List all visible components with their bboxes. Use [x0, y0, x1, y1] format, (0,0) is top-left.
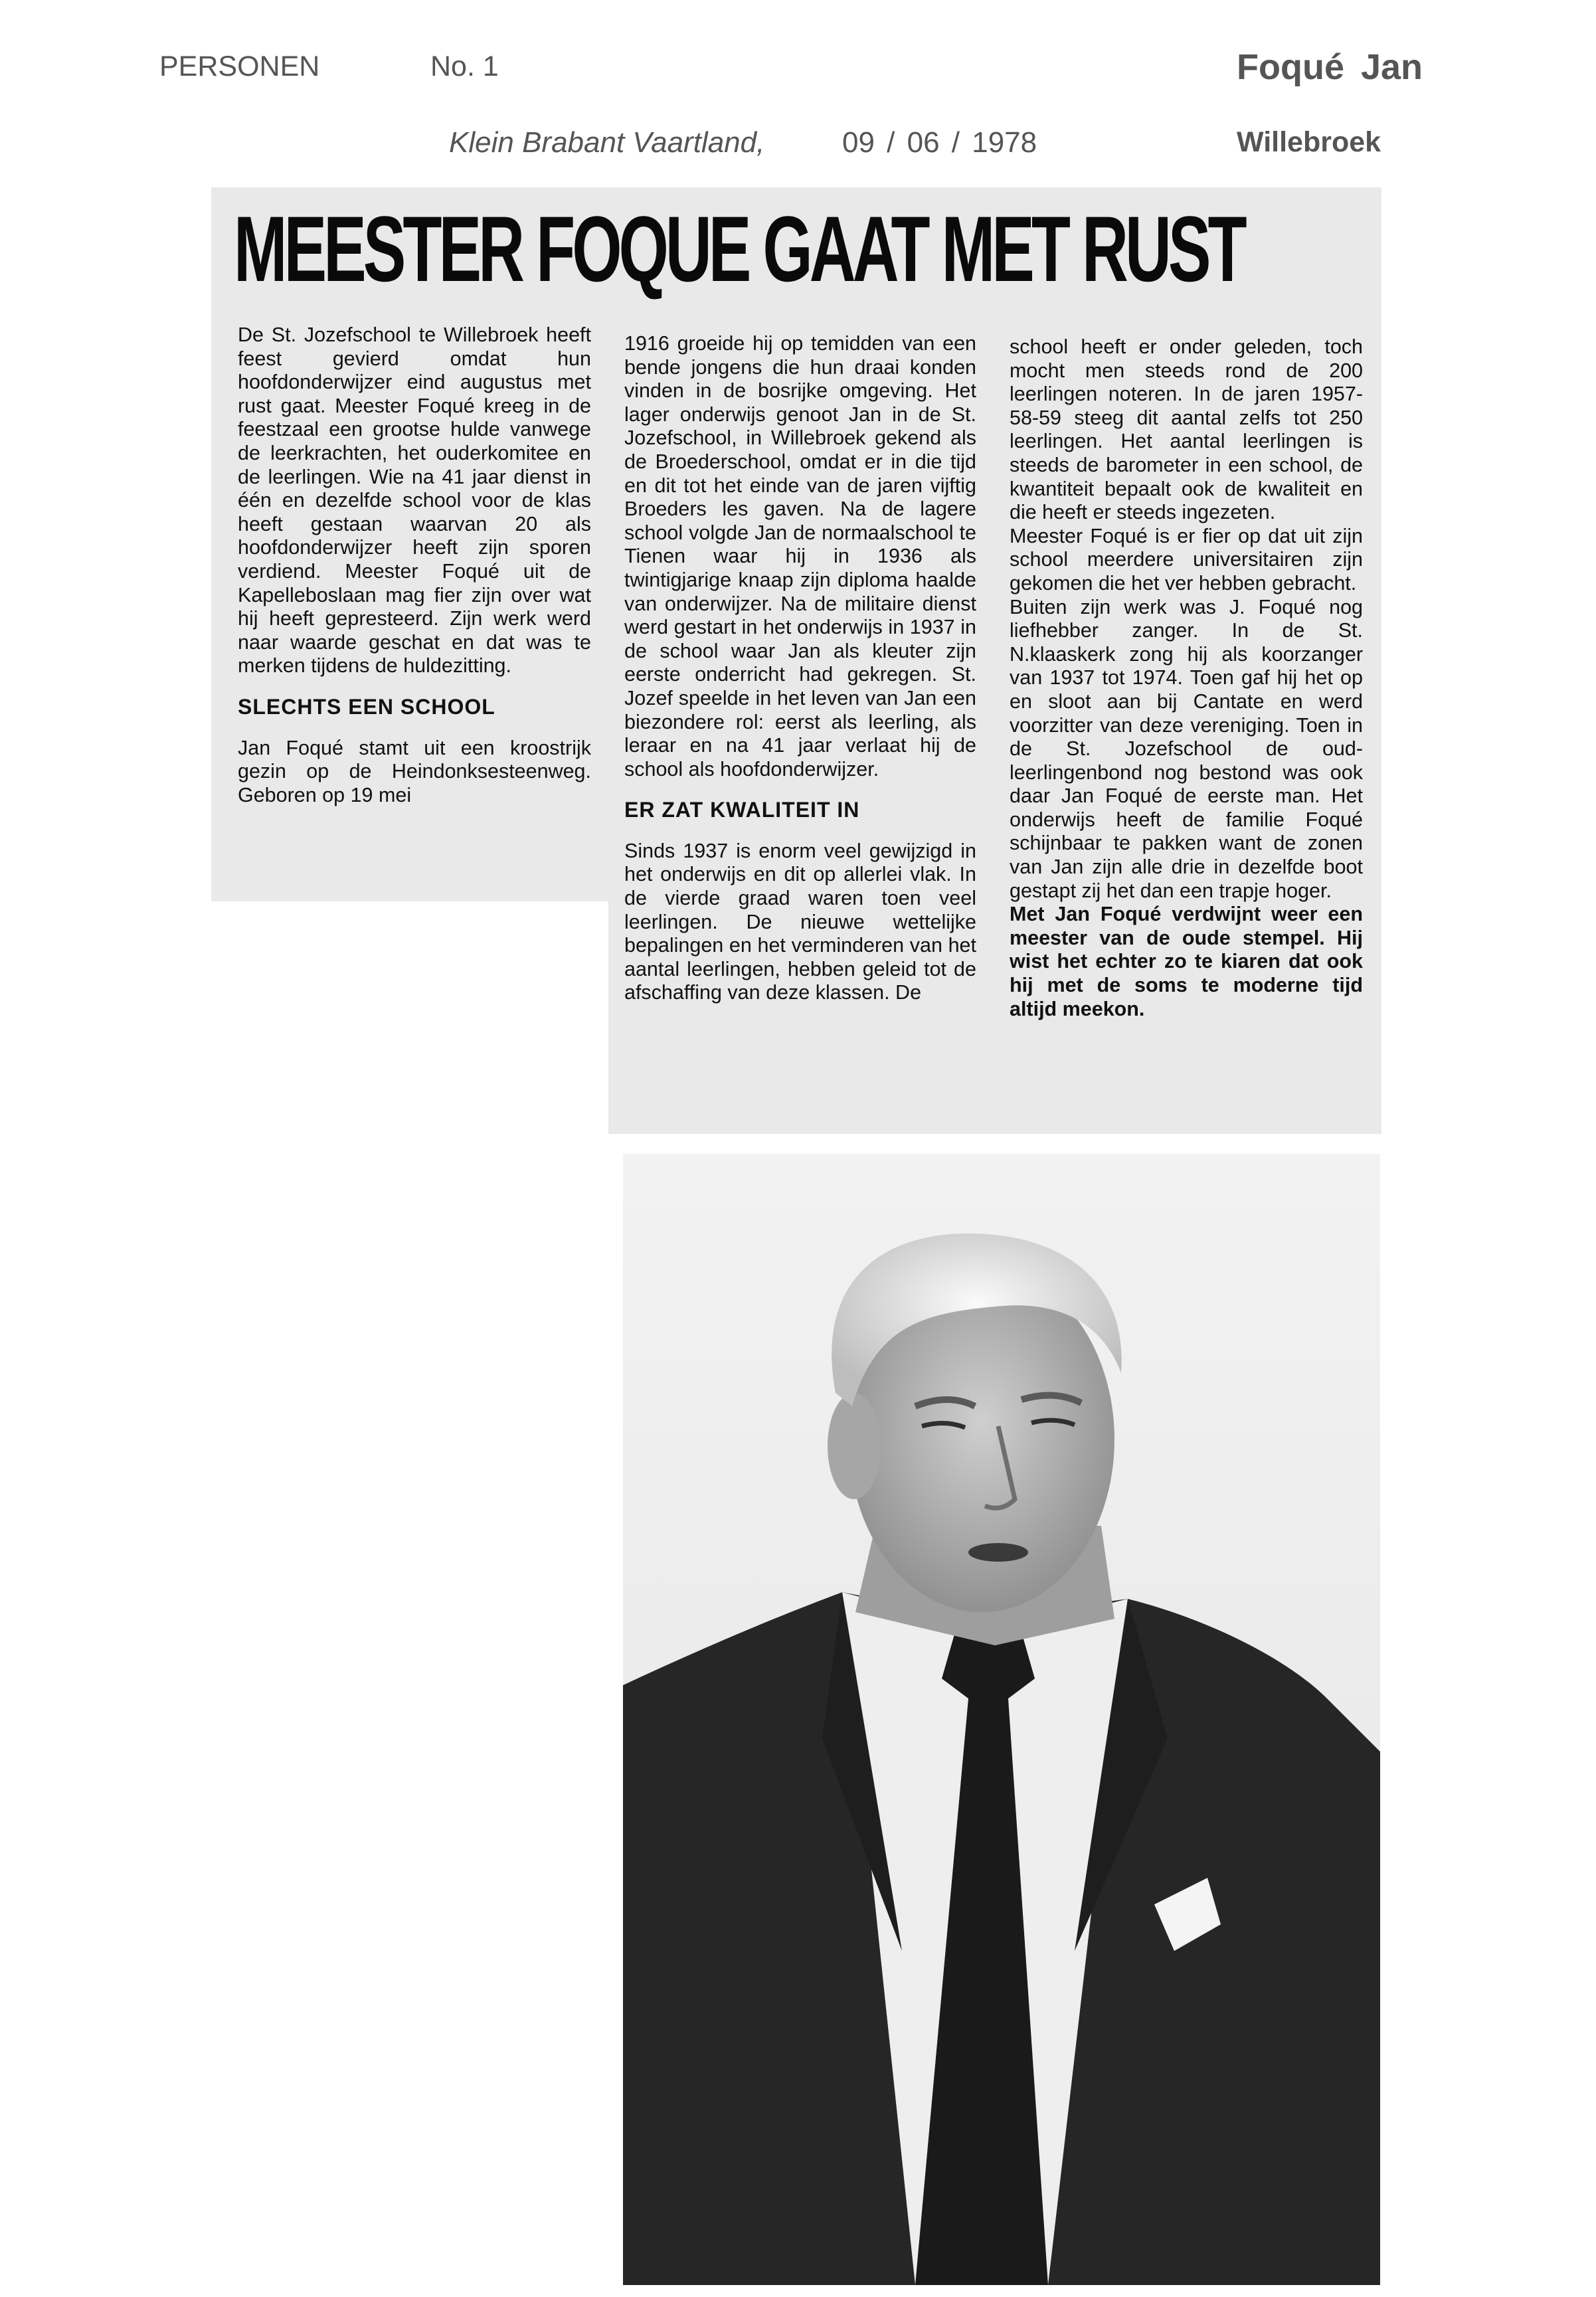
document-number: No. 1	[430, 50, 499, 82]
column-1-paragraph: De St. Jozefschool te Willebroek heeft feest gevierd omdat hun hoofdonderwijzer eind augustus met rust gaat. Meester Foqué kreeg in de feestzaal een grootse hulde vanwege de leerkrachten, het ouderkomitee en de leerlingen. Wie na 41 jaar dienst in één en dezelfde school voor de klas heeft gestaan waarvan 20 als hoofdonderwijzer heeft zijn sporen verdiend. Meester Foqué uit de Kapelleboslaan mag fier zijn over wat hij heeft gepresteerd. Zijn werk werd naar waarde geschat en dat was te merken tijdens de huldezitting.	[238, 323, 591, 678]
column-1-paragraph-2: Jan Foqué stamt uit een kroostrijk gezin op de Heindonksesteenweg. Geboren op 19 mei	[238, 736, 591, 806]
publication-date: 09 / 06 / 1978	[842, 126, 1037, 159]
publication-name: Klein Brabant Vaartland,	[449, 126, 765, 159]
category-label: PERSONEN	[159, 50, 320, 82]
subheading-slechts-een-school: SLECHTS EEN SCHOOL	[238, 694, 495, 719]
article-column-1	[238, 323, 591, 807]
subheading-er-zat-kwaliteit-in: ER ZAT KWALITEIT IN	[624, 798, 860, 822]
person-name: Foqué Jan	[1237, 47, 1423, 87]
portrait-illustration	[623, 1154, 1380, 2285]
column-2-paragraph: 1916 groeide hij op temidden van een bende jongens die hun draai konden vinden in de bosrijke omgeving. Het lager onderwijs genoot Jan in de St. Jozefschool, in Willebroek gekend als de Broederschool, omdat er in die tijd en dit tot het einde van de jaren vijftig Broeders les gaven. Na de lagere school volgde Jan de normaalschool te Tienen waar hij in 1936 als twintigjarige knaap zijn diploma haalde van onderwijzer. Na de militaire dienst werd gestart in het onderwijs in 1937 in de school waar Jan als kleuter zijn eerste onderricht had gekregen. St. Jozef speelde in het leven van Jan een biezondere rol: eerst als leerling, als leraar en na 41 jaar verlaat hij de school als hoofdonderwijzer.	[624, 332, 976, 781]
column-2-paragraph-2: Sinds 1937 is enorm veel gewijzigd in het onderwijs en dit op allerlei vlak. In de vierde graad waren toen veel leerlingen. De nieuwe wettelijke bepalingen en het verminderen van het aantal leerlingen, hebben geleid tot de afschaffing van deze klassen. De	[624, 839, 976, 1004]
portrait-photo	[623, 1154, 1380, 2285]
article-column-2	[624, 332, 976, 1005]
column-3-paragraph-4: Met Jan Foqué verdwijnt weer een meester van de oude stempel. Hij wist het echter zo te kiaren dat ook hij met de soms te moderne tijd altijd meekon.	[1010, 903, 1363, 1020]
column-3-paragraph-1: school heeft er onder geleden, toch mocht men steeds rond de 200 leerlingen noteren. In de jaren 1957-58-59 steeg dit aantal zelfs tot 250 leerlingen. Het aantal leerlingen is steeds de barometer in een school, de kwantiteit bepaalt ook de kwaliteit en die heeft er steeds ingezeten.	[1010, 335, 1363, 524]
place-name: Willebroek	[1237, 126, 1381, 158]
article-column-3	[1010, 335, 1363, 1021]
column-3-paragraph-3: Buiten zijn werk was J. Foqué nog liefhebber zanger. In de St. N.klaaskerk zong hij als koorzanger van 1937 tot 1974. Toen gaf hij het op en sloot aan bij Cantate en werd voorzitter van deze vereniging. Toen in de St. Jozefschool de oud-leerlingenbond nog bestond was ook daar Jan Foqué de eerste man. Het onderwijs heeft de familie Foqué schijnbaar te pakken want de zonen van Jan zijn alle drie in dezelfde boot gestapt zij het dan een trapje hoger.	[1010, 595, 1363, 902]
article-headline: MEESTER FOQUE GAAT MET RUST	[234, 197, 1244, 301]
column-3-paragraph-2: Meester Foqué is er fier op dat uit zijn school meerdere universitairen zijn gekomen die het ver hebben gebracht.	[1010, 524, 1363, 595]
